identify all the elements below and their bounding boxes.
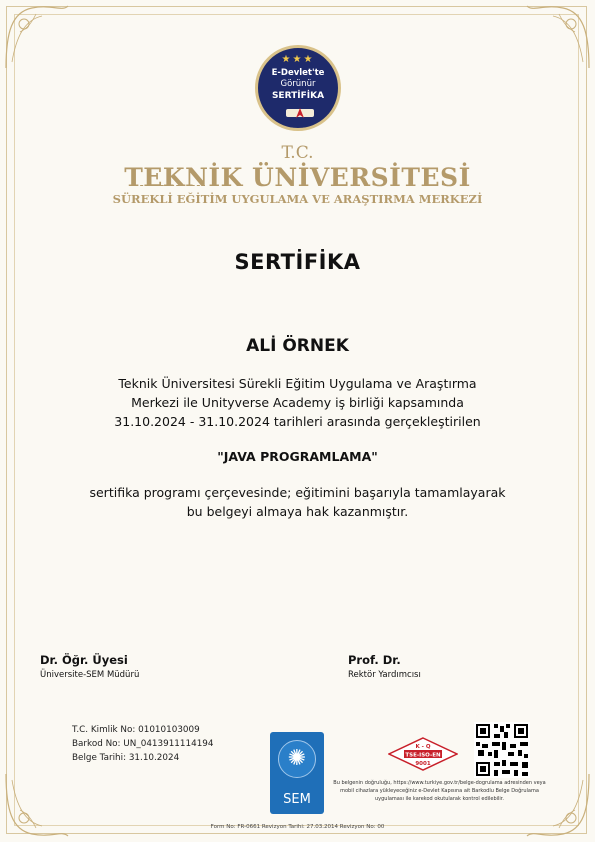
certificate-closing bbox=[60, 483, 535, 521]
verification-line: uygulaması ile karekod okutularak kontrol edilebilir. bbox=[375, 796, 504, 802]
badge-stars: ★★★ bbox=[281, 54, 315, 65]
document-date: Belge Tarihi: 31.10.2024 bbox=[72, 753, 180, 763]
badge-line-1: E-Devlet'te bbox=[271, 68, 325, 78]
edevlet-badge bbox=[255, 45, 341, 131]
course-name: "JAVA PROGRAMLAMA" bbox=[217, 449, 378, 464]
verification-note bbox=[332, 779, 547, 803]
scroll-icon bbox=[283, 106, 317, 120]
center-name: SÜREKLİ EĞİTİM UYGULAMA VE ARAŞTIRMA MERKEZİ bbox=[112, 192, 483, 206]
tse-logo-icon bbox=[388, 737, 458, 771]
left-signatory-title: Dr. Öğr. Üyesi bbox=[40, 653, 128, 667]
recipient-name: ALİ ÖRNEK bbox=[246, 336, 349, 356]
right-signatory-title: Prof. Dr. bbox=[348, 653, 401, 667]
closing-line: sertifika programı çerçevesinde; eğitimini başarıyla tamamlayarak bbox=[89, 485, 506, 500]
barcode-number: Barkod No: UN_0413911114194 bbox=[72, 739, 214, 749]
header-tc: T.C. bbox=[281, 143, 314, 163]
body-line: 31.10.2024 - 31.10.2024 tarihleri arasında gerçekleştirilen bbox=[114, 414, 481, 429]
verification-line: mobil cihazlara yükleyeceğiniz e-Devlet Kapısına ait Barkodlu Belge Doğrulama bbox=[340, 788, 539, 794]
tse-mid-text: TSE-ISO-EN bbox=[405, 752, 441, 759]
document-meta bbox=[72, 723, 214, 765]
sem-logo-label: SEM bbox=[283, 792, 311, 807]
corner-ornament-icon bbox=[523, 2, 593, 72]
left-signatory-role: Üniversite-SEM Müdürü bbox=[40, 670, 140, 680]
closing-line: bu belgeyi almaya hak kazanmıştır. bbox=[186, 504, 409, 519]
sem-logo bbox=[270, 732, 324, 814]
tc-id-number: T.C. Kimlik No: 01010103009 bbox=[72, 725, 200, 735]
right-signatory-role: Rektör Yardımcısı bbox=[348, 670, 421, 680]
tse-top-text: K - Q bbox=[415, 744, 431, 750]
form-number: Form No: FR-0661 Revizyon Tarihi: 27.03.2014 Revizyon No: 00 bbox=[210, 824, 385, 830]
body-line: Merkezi ile Unityverse Academy iş birliği kapsamında bbox=[131, 395, 464, 410]
header-divider bbox=[135, 185, 205, 186]
university-name: TEKNİK ÜNİVERSİTESİ bbox=[124, 163, 471, 192]
badge-line-2: Görünür bbox=[280, 79, 316, 89]
badge-line-3: SERTİFİKA bbox=[271, 91, 325, 101]
tse-bottom-text: 9001 bbox=[415, 761, 431, 767]
certificate-title: SERTİFİKA bbox=[234, 250, 361, 274]
qr-code-icon[interactable] bbox=[474, 722, 530, 778]
corner-ornament-icon bbox=[2, 2, 72, 72]
body-line: Teknik Üniversitesi Sürekli Eğitim Uygulama ve Araştırma bbox=[118, 376, 477, 391]
certificate-body bbox=[90, 374, 505, 431]
sem-star-icon: ✺ bbox=[287, 746, 307, 771]
verification-line: Bu belgenin doğruluğu, https://www.turkiye.gov.tr/belge-dogrulama adresinden veya bbox=[333, 780, 546, 786]
